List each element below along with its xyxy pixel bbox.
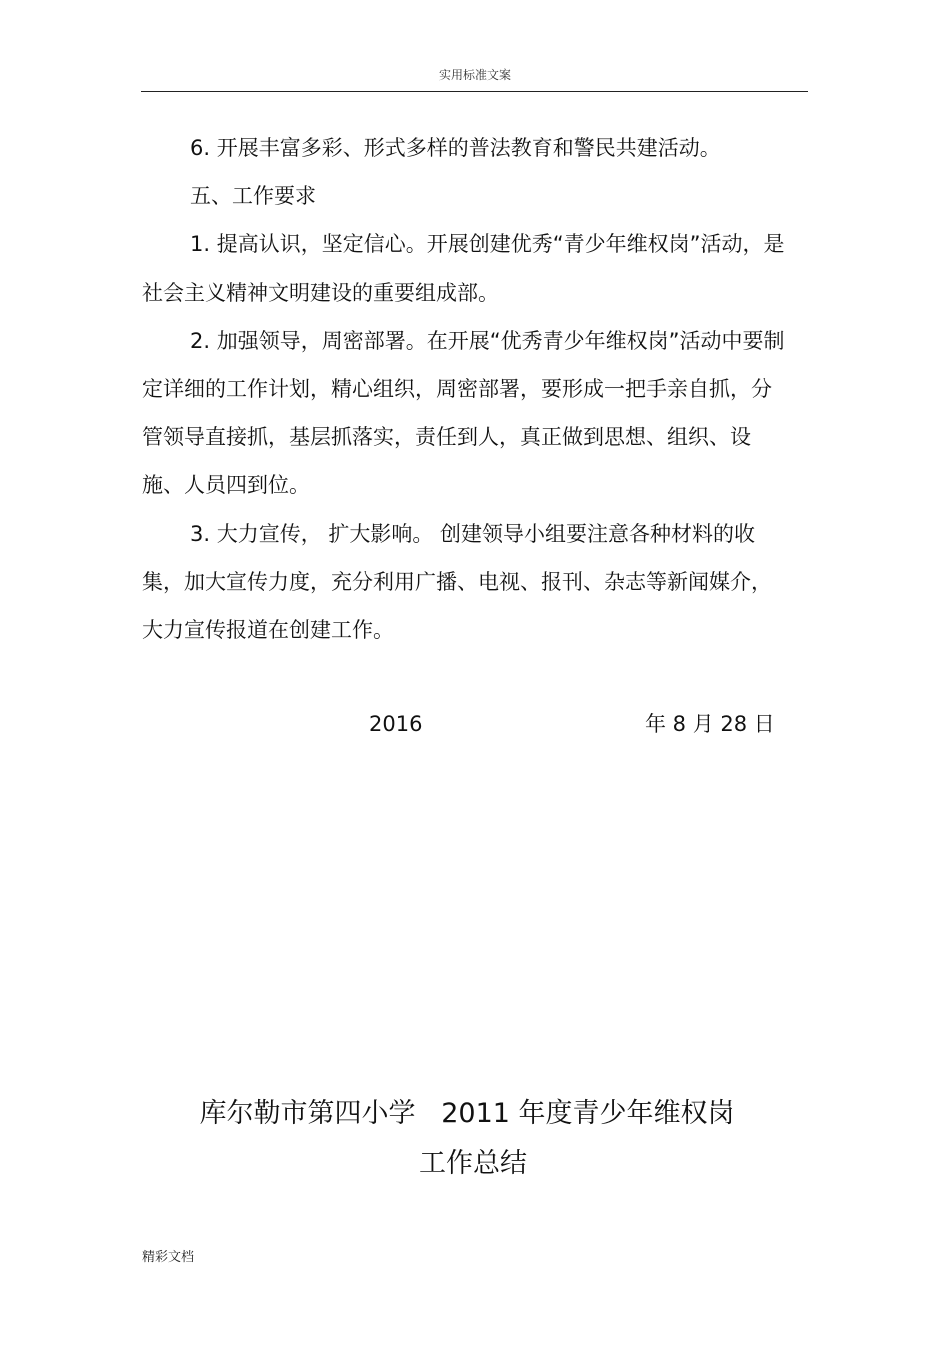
page-footer: 精彩文档 [142, 1250, 195, 1265]
header-divider [141, 91, 808, 92]
paragraph-requirement-3: 3. 大力宣传， 扩大影响。 创建领导小组要注意各种材料的收集，加大宣传力度，充分利用广播、电视、报刊、杂志等新闻媒介，大力宣传报道在创建工作。 [142, 521, 772, 643]
page-header: 实用标准文案 [438, 68, 511, 82]
paragraph-item-6: 6. 开展丰富多彩、形式多样的普法教育和警民共建活动。 [190, 136, 721, 160]
date-month-day: 年 8 月 28 日 [645, 712, 775, 736]
date-year: 2016 [369, 712, 423, 736]
document-title-line-1: 库尔勒市第四小学 2011 年度青少年维权岗 [199, 1098, 735, 1129]
paragraph-requirement-2: 2. 加强领导，周密部署。在开展“优秀青少年维权岗”活动中要制定详细的工作计划，精心组织，周密部署，要形成一把手亲自抓，分管领导直接抓，基层抓落实，责任到人，真正做到思想、组织、设施、人员四到位。 [142, 328, 785, 498]
section-heading-work-requirements: 五、工作要求 [190, 184, 316, 209]
paragraph-requirement-1: 1. 提高认识，坚定信心。开展创建优秀“青少年维权岗”活动，是社会主义精神文明建设的重要组成部。 [142, 232, 785, 305]
document-body [142, 124, 792, 654]
document-title-line-2: 工作总结 [419, 1148, 527, 1179]
